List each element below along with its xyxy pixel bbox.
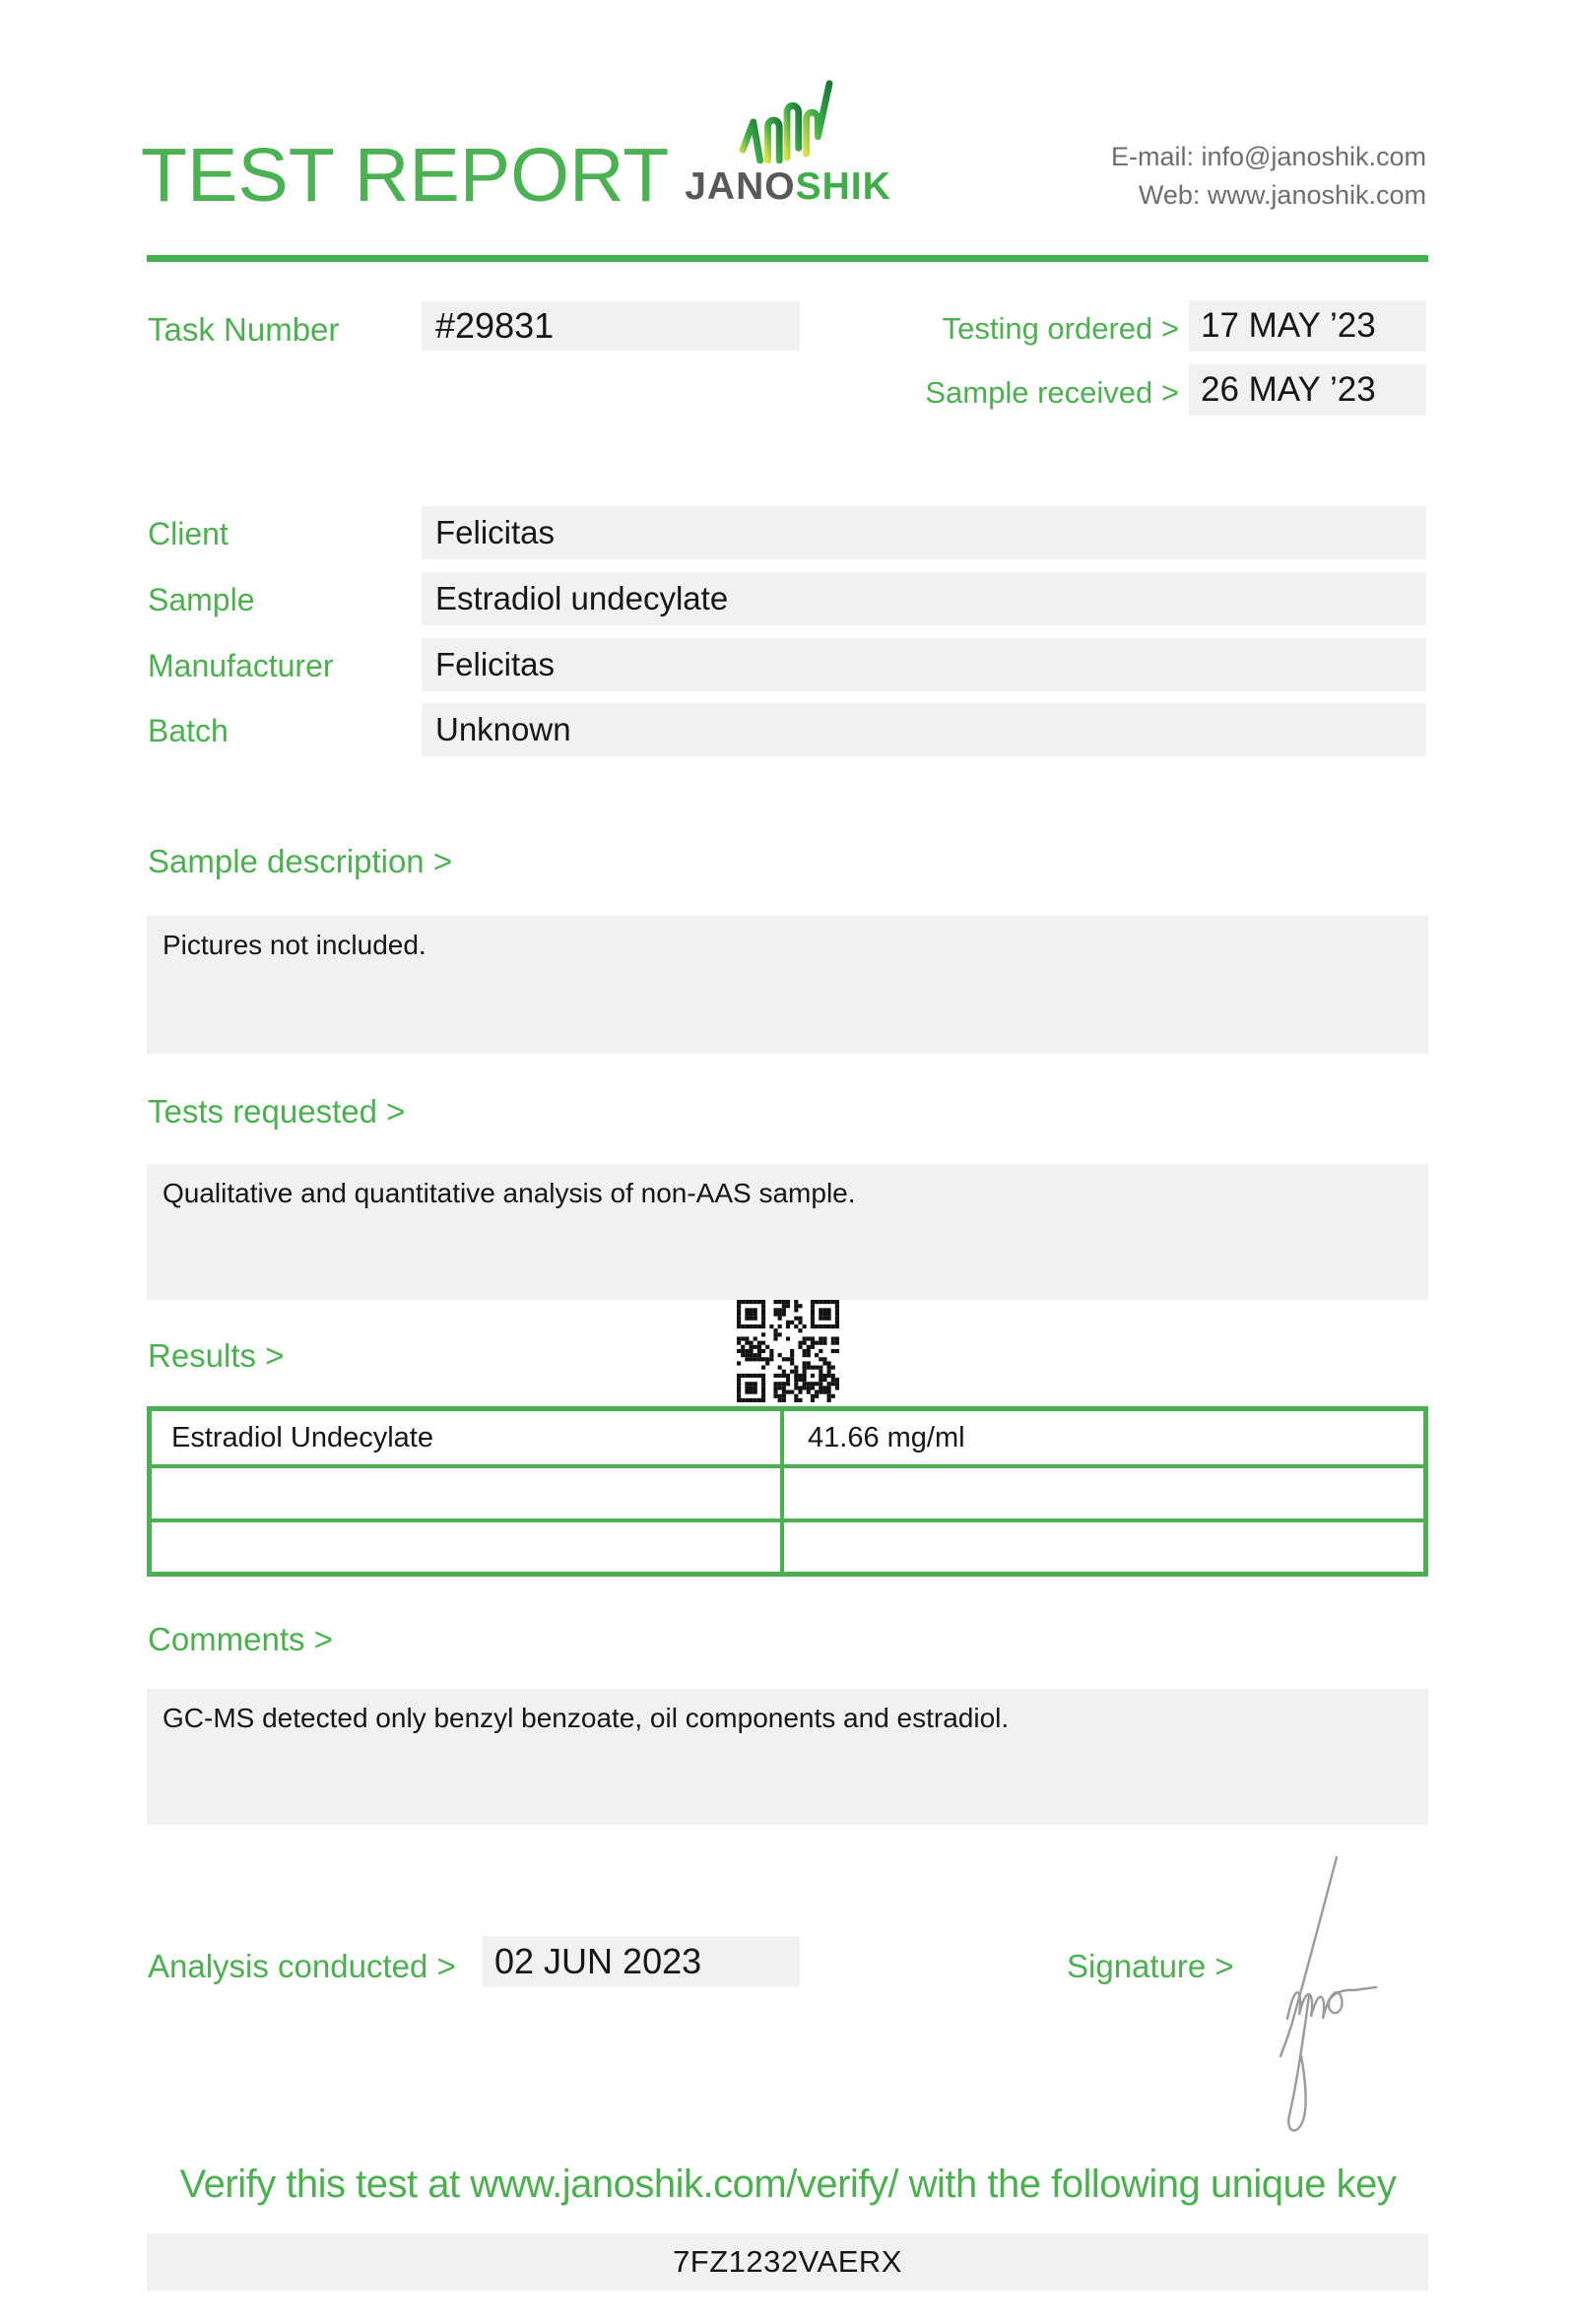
result-name-cell [152,1518,784,1572]
result-value-cell [784,1464,1423,1517]
task-number-value: #29831 [435,305,555,346]
results-table [147,1406,1428,1577]
handwritten-signature [1276,1849,1423,2135]
analysis-date: 02 JUN 2023 [494,1941,702,1981]
verify-key-box [147,2233,1428,2291]
tests-requested-box [147,1164,1428,1300]
verify-key: 7FZ1232VAERX [673,2244,902,2279]
logo-shik-text: SHIK [795,165,891,208]
task-number-box [422,301,800,351]
page-title: TEST REPORT [141,133,670,218]
sample-received-label: Sample received > [925,375,1179,410]
batch-label: Batch [148,713,229,748]
sample-received-box [1189,364,1426,416]
header-divider [147,255,1428,262]
testing-ordered-date: 17 MAY ’23 [1201,306,1376,345]
client-label: Client [148,516,229,551]
logo-jano-text: JANO [685,165,796,208]
analysis-conducted-label: Analysis conducted > [148,1948,456,1984]
manufacturer-label: Manufacturer [148,648,334,683]
sample-description-text: Pictures not included. [163,930,427,960]
comments-box [147,1689,1428,1825]
contact-info [1111,138,1426,215]
comments-heading: Comments > [148,1621,333,1657]
sample-description-heading: Sample description > [148,843,453,879]
batch-value: Unknown [435,711,571,747]
testing-ordered-label: Testing ordered > [942,311,1179,346]
testing-ordered-box [1189,300,1426,352]
result-value-cell: 41.66 mg/ml [808,1421,965,1453]
janoshik-chart-logo-icon [737,77,835,163]
manufacturer-value-box [422,638,1426,691]
qr-code [737,1300,839,1402]
client-value-box [422,506,1426,559]
contact-web: Web: www.janoshik.com [1138,180,1426,210]
result-name-cell: Estradiol Undecylate [152,1411,784,1464]
results-heading: Results > [148,1337,285,1374]
batch-value-box [422,703,1426,756]
sample-received-date: 26 MAY ’23 [1201,370,1376,409]
tests-requested-heading: Tests requested > [148,1093,406,1130]
signature-label: Signature > [1067,1948,1234,1984]
task-number-label: Task Number [148,311,340,348]
sample-label: Sample [148,582,255,617]
tests-requested-text: Qualitative and quantitative analysis of non-AAS sample. [163,1178,856,1208]
contact-email: E-mail: info@janoshik.com [1110,142,1426,171]
sample-value-box [422,572,1426,625]
manufacturer-value: Felicitas [435,646,556,682]
sample-value: Estradiol undecylate [435,580,729,616]
result-value-cell [784,1518,1423,1572]
analysis-date-box [483,1936,800,1987]
comments-text: GC-MS detected only benzyl benzoate, oil components and estradiol. [163,1703,1010,1733]
result-name-cell [152,1464,784,1517]
client-value: Felicitas [435,514,556,550]
verify-instruction: Verify this test at www.janoshik.com/verify/ with the following unique key [179,2163,1397,2206]
janoshik-logo-wordmark [680,165,896,209]
sample-description-box [147,916,1428,1054]
